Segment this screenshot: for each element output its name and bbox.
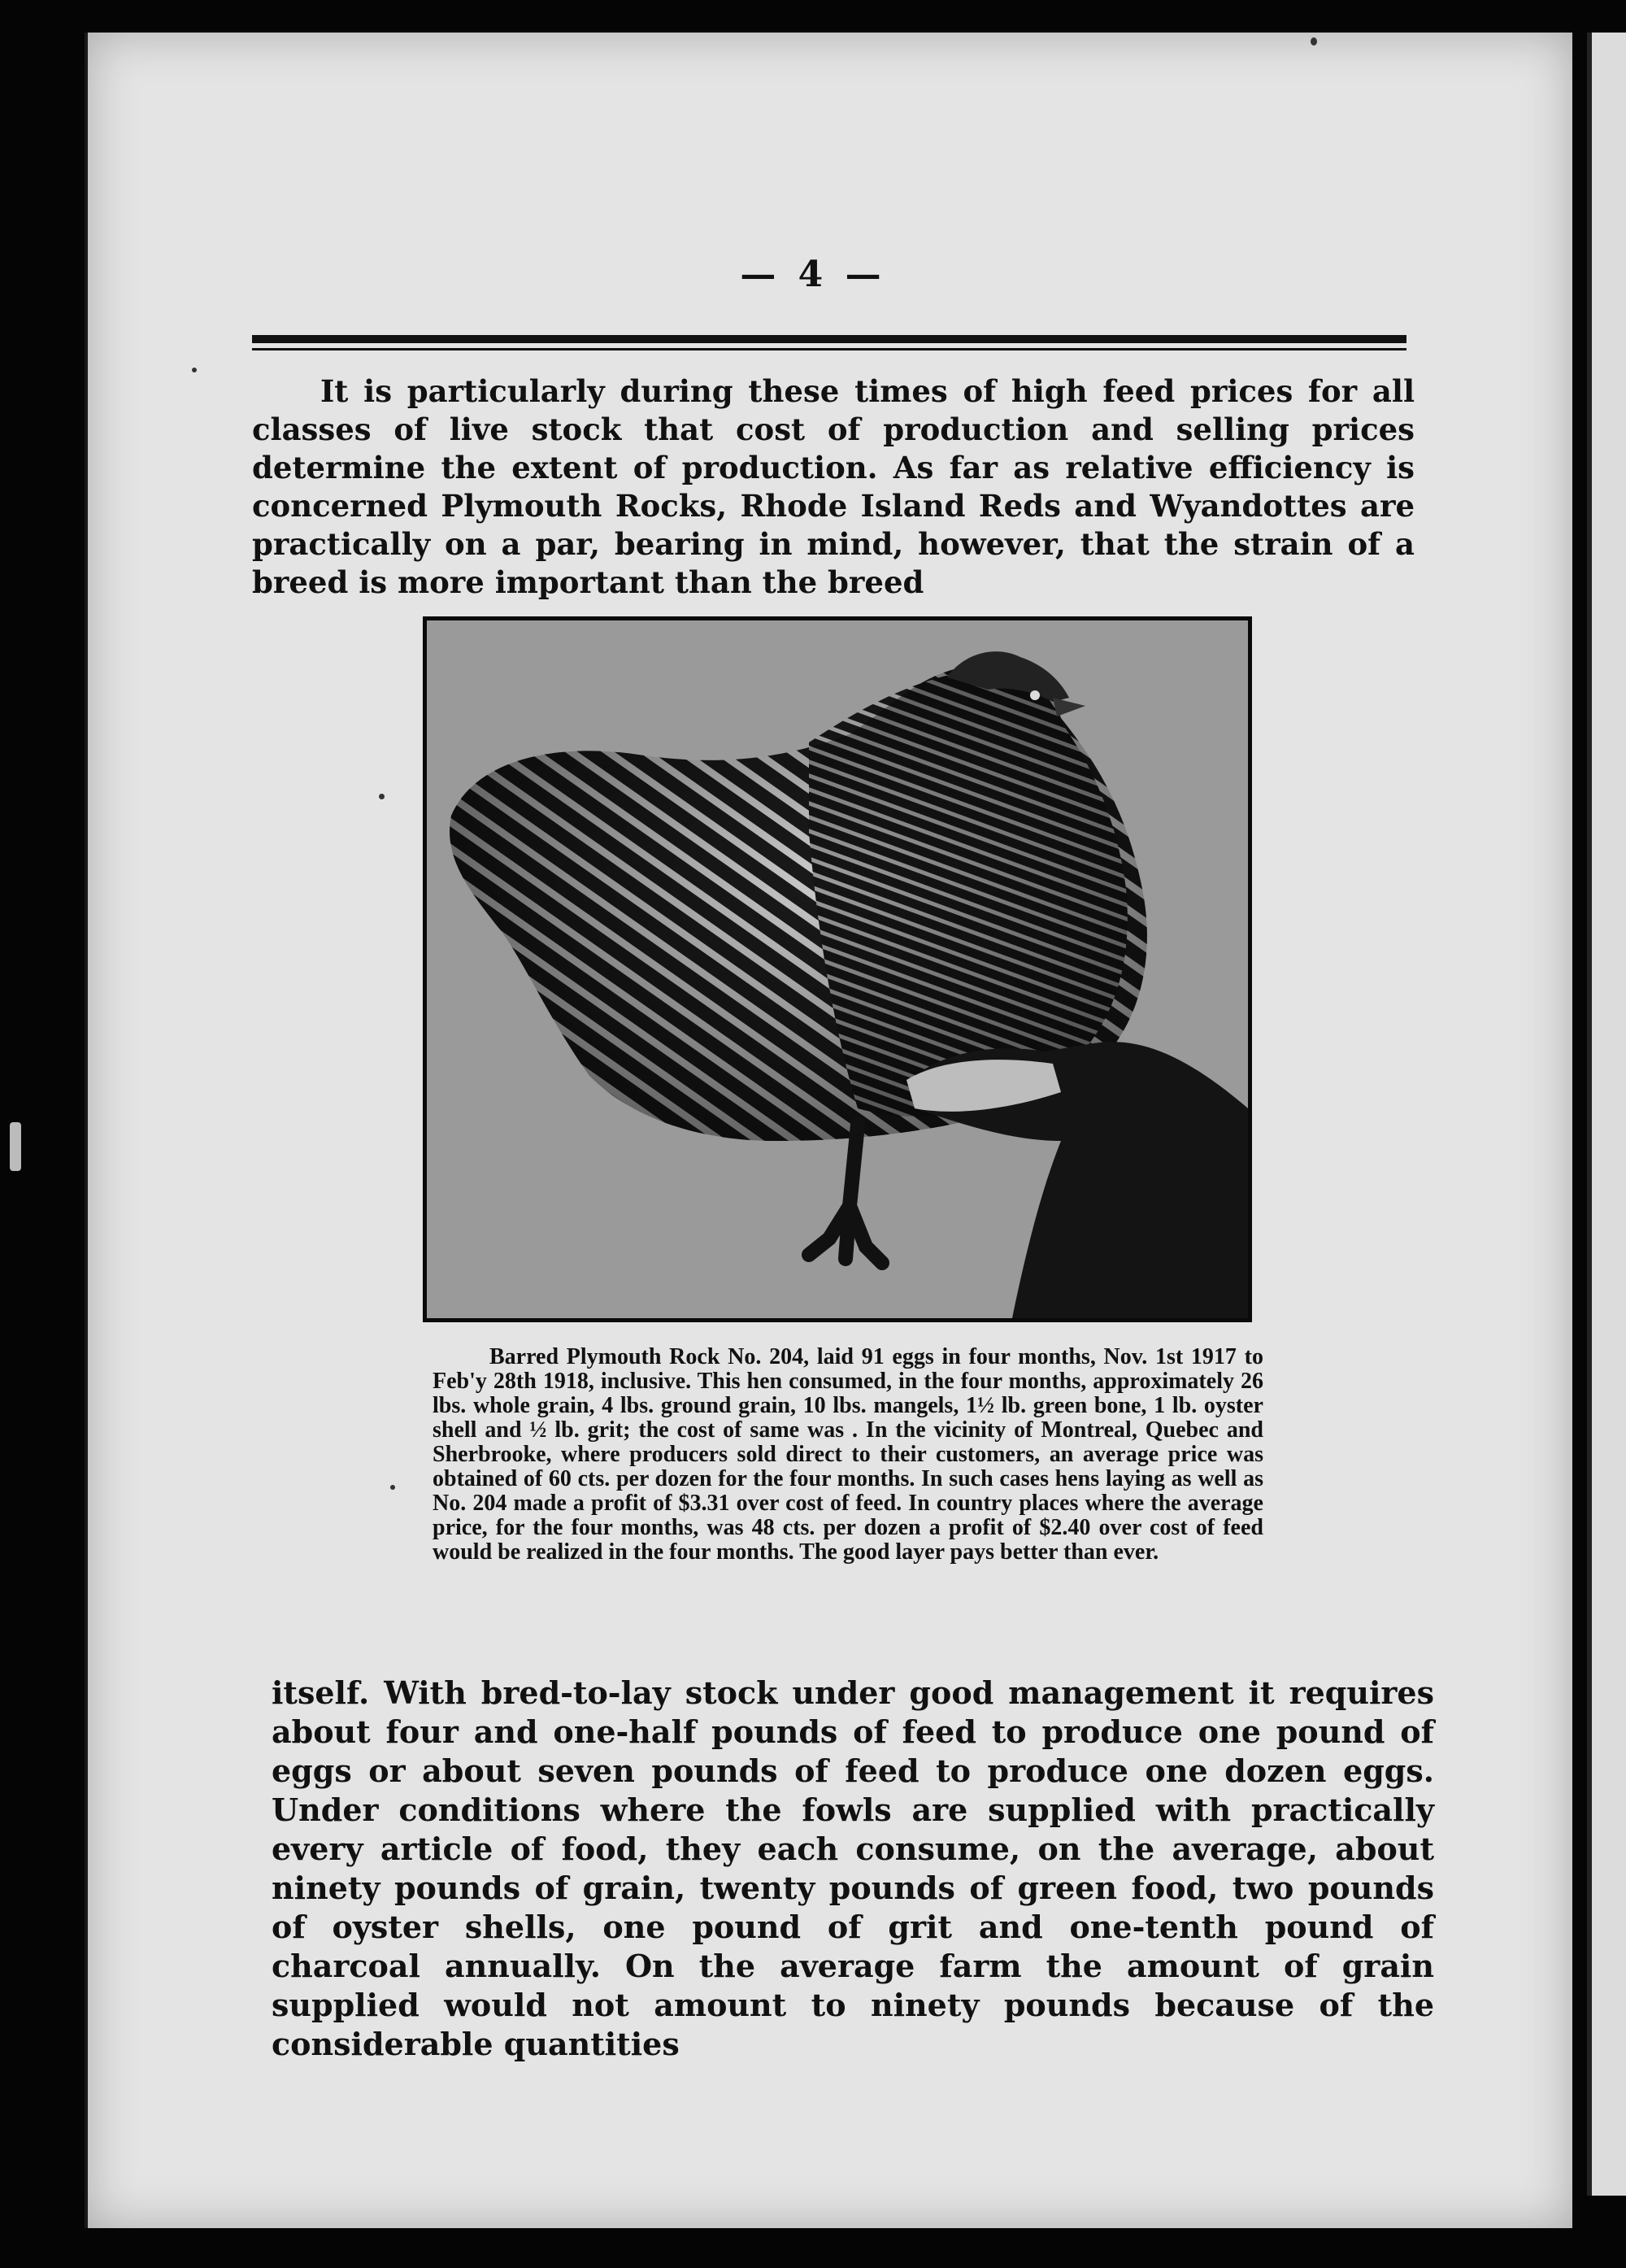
header-rule-thin: [252, 348, 1406, 350]
body-paragraph-top: It is particularly during these times of high feed prices for all classes of live stock that cost of production and selling prices determine the extent of production. As far as relative efficiency is concerned Plymouth Rocks, Rhode Island Reds and Wyandottes are practically on a par, bearing in mind, however, that the strain of a breed is more important than the breed: [252, 373, 1415, 600]
scan-speck: [1311, 37, 1317, 46]
scan-artifact: [10, 1122, 21, 1171]
hen-photograph: [423, 616, 1252, 1322]
scan-speck: [192, 368, 197, 372]
adjacent-page-edge: [1587, 33, 1626, 2196]
scan-speck: [379, 794, 385, 799]
body-paragraph-bottom: itself. With bred-to-lay stock under good management it requires about four and one-half pounds of feed to produce one pound of eggs or about seven pounds of feed to produce one dozen eggs. Under conditions where the fowls are supplied with practically every article of food, they each consume, on the average, about ninety pounds of grain, twenty pounds of green food, two pounds of oyster shells, one pound of grit and one-tenth pound of charcoal annually. On the average farm the amount of grain supplied would not amount to ninety pounds because of the considerable quantities: [272, 1674, 1434, 2062]
scan-speck: [390, 1485, 395, 1490]
page-number: — 4 —: [740, 254, 886, 295]
header-rule: [252, 335, 1406, 343]
figure-caption: Barred Plymouth Rock No. 204, laid 91 eggs in four months, Nov. 1st 1917 to Feb'y 28th 1918, inclusive. This hen consumed, in the four months, approximately 26 lbs. whole grain, 4 lbs. ground grain, 10 lbs. mangels, 1½ lb. green bone, 1 lb. oyster shell and ½ lb. grit; the cost of same was . In the vicinity of Montreal, Quebec and Sherbrooke, where producers sold direct to their customers, an average price was obtained of 60 cts. per dozen for the four months. In such cases hens laying as well as No. 204 made a profit of $3.31 over cost of feed. In country places where the average price, for the four months, was 48 cts. per dozen a profit of $2.40 over cost of feed would be realized in the four months. The good layer pays better than ever.: [433, 1344, 1263, 1565]
barred-rock-hen-illustration: [427, 620, 1248, 1318]
